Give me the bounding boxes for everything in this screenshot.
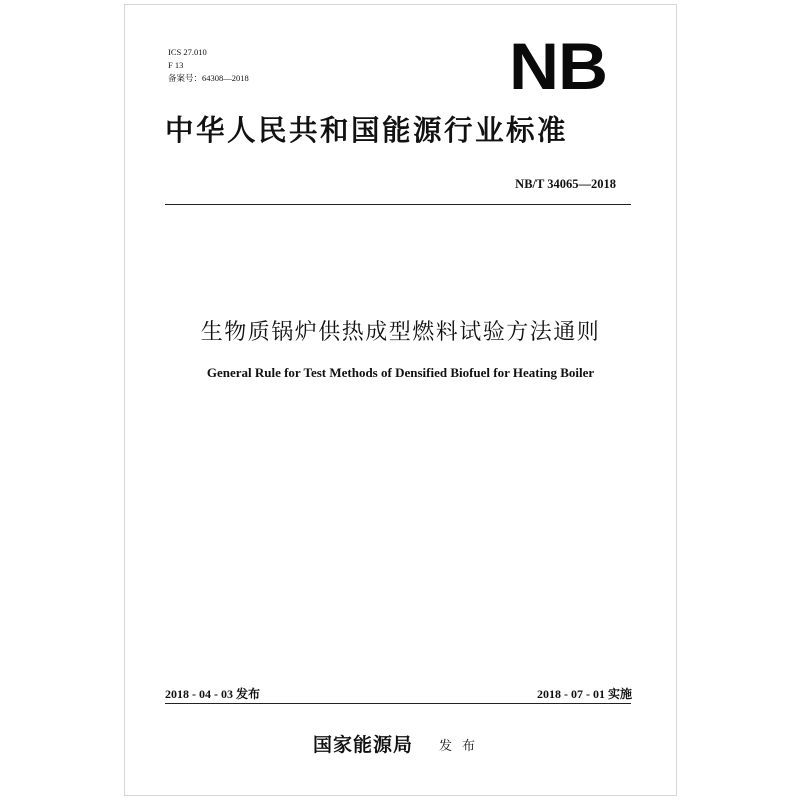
nb-logo: NB (509, 29, 607, 103)
filing-number: 备案号：64308—2018 (168, 73, 249, 83)
standard-number: NB/T 34065—2018 (515, 177, 616, 191)
top-divider (165, 204, 631, 205)
ccs-code: F 13 (168, 60, 184, 70)
standard-cover-page (124, 4, 677, 796)
issue-date: 2018 - 04 - 03 发布 (165, 687, 260, 701)
document-title-english: General Rule for Test Methods of Densified Biofuel for Heating Boiler (206, 365, 595, 380)
classification-block (168, 46, 249, 85)
document-title-chinese: 生物质锅炉供热成型燃料试验方法通则 (200, 320, 601, 345)
bottom-divider (165, 703, 631, 704)
standard-category-title: 中华人民共和国能源行业标准 (165, 113, 569, 147)
publish-label: 发布 (439, 739, 486, 754)
ics-code: ICS 27.010 (168, 47, 207, 57)
implementation-date: 2018 - 07 - 01 实施 (537, 687, 632, 701)
publisher-name: 国家能源局 (313, 734, 414, 756)
